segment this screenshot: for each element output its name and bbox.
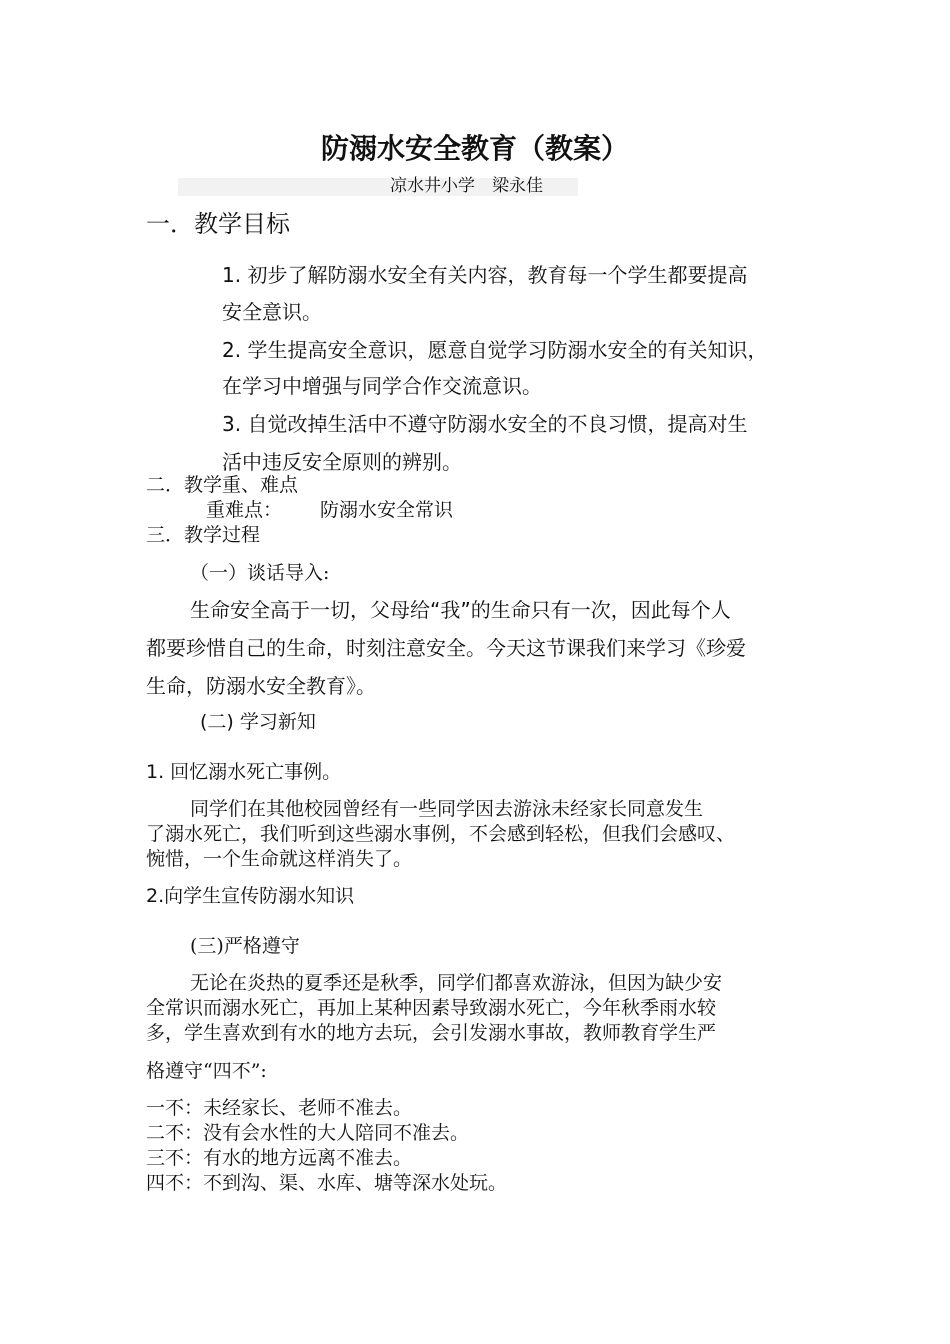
part-3-line-3: 多，学生喜欢到有水的地方去玩，会引发溺水事故，教师教育学生严 — [146, 1022, 717, 1044]
part-3-heading: (三)严格遵守 — [190, 935, 300, 957]
part-2-item-1-line-1: 同学们在其他校园曾经有一些同学因去游泳未经家长同意发生 — [190, 798, 704, 820]
part-2-item-2: 2.向学生宣传防溺水知识 — [146, 885, 355, 907]
goal-1-line-2: 安全意识。 — [222, 300, 322, 324]
part-3-line-4: 格遵守“四不”: — [146, 1060, 267, 1082]
document-title: 防溺水安全教育（教案） — [320, 132, 629, 165]
part-2-heading: (二) 学习新知 — [200, 711, 316, 733]
goal-2-line-1: 2. 学生提高安全意识，愿意自觉学习防溺水安全的有关知识， — [222, 338, 768, 362]
rule-4: 四不：不到沟、渠、水库、塘等深水处玩。 — [146, 1172, 508, 1194]
part-1-heading: （一）谈话导入: — [190, 562, 330, 584]
goal-3-line-2: 活中违反安全原则的辨别。 — [222, 450, 462, 474]
section-heading-goals: 一．教学目标 — [146, 210, 290, 238]
rule-3: 三不：有水的地方远离不准去。 — [146, 1147, 413, 1169]
part-2-item-1: 1. 回忆溺水死亡事例。 — [146, 761, 342, 783]
rule-2: 二不：没有会水性的大人陪同不准去。 — [146, 1122, 470, 1144]
goal-2-line-2: 在学习中增强与同学合作交流意识。 — [222, 374, 542, 398]
part-3-line-2: 全常识而溺水死亡，再加上某种因素导致溺水死亡，今年秋季雨水较 — [146, 997, 717, 1019]
part-1-line-2: 都要珍惜自己的生命，时刻注意安全。今天这节课我们来学习《珍爱 — [146, 636, 746, 660]
part-1-line-1: 生命安全高于一切，父母给“我”的生命只有一次，因此每个人 — [190, 598, 731, 622]
key-points-value: 防溺水安全常识 — [320, 499, 454, 521]
part-2-item-1-line-3: 惋惜，一个生命就这样消失了。 — [146, 848, 413, 870]
goal-1-line-1: 1. 初步了解防溺水安全有关内容，教育每一个学生都要提高 — [222, 263, 748, 287]
author-line: 凉水井小学 梁永佳 — [390, 176, 543, 196]
key-points-label: 重难点： — [206, 499, 283, 521]
part-1-line-3: 生命，防溺水安全教育》。 — [146, 674, 376, 698]
section-heading-process: 三．教学过程 — [146, 524, 261, 546]
part-2-item-1-line-2: 了溺水死亡，我们听到这些溺水事例，不会感到轻松，但我们会感叹、 — [146, 823, 736, 845]
rule-1: 一不：未经家长、老师不准去。 — [146, 1097, 413, 1119]
part-3-line-1: 无论在炎热的夏季还是秋季，同学们都喜欢游泳，但因为缺少安 — [190, 972, 723, 994]
section-heading-key-points: 二．教学重、难点 — [146, 474, 299, 496]
goal-3-line-1: 3. 自觉改掉生活中不遵守防溺水安全的不良习惯，提高对生 — [222, 412, 748, 436]
